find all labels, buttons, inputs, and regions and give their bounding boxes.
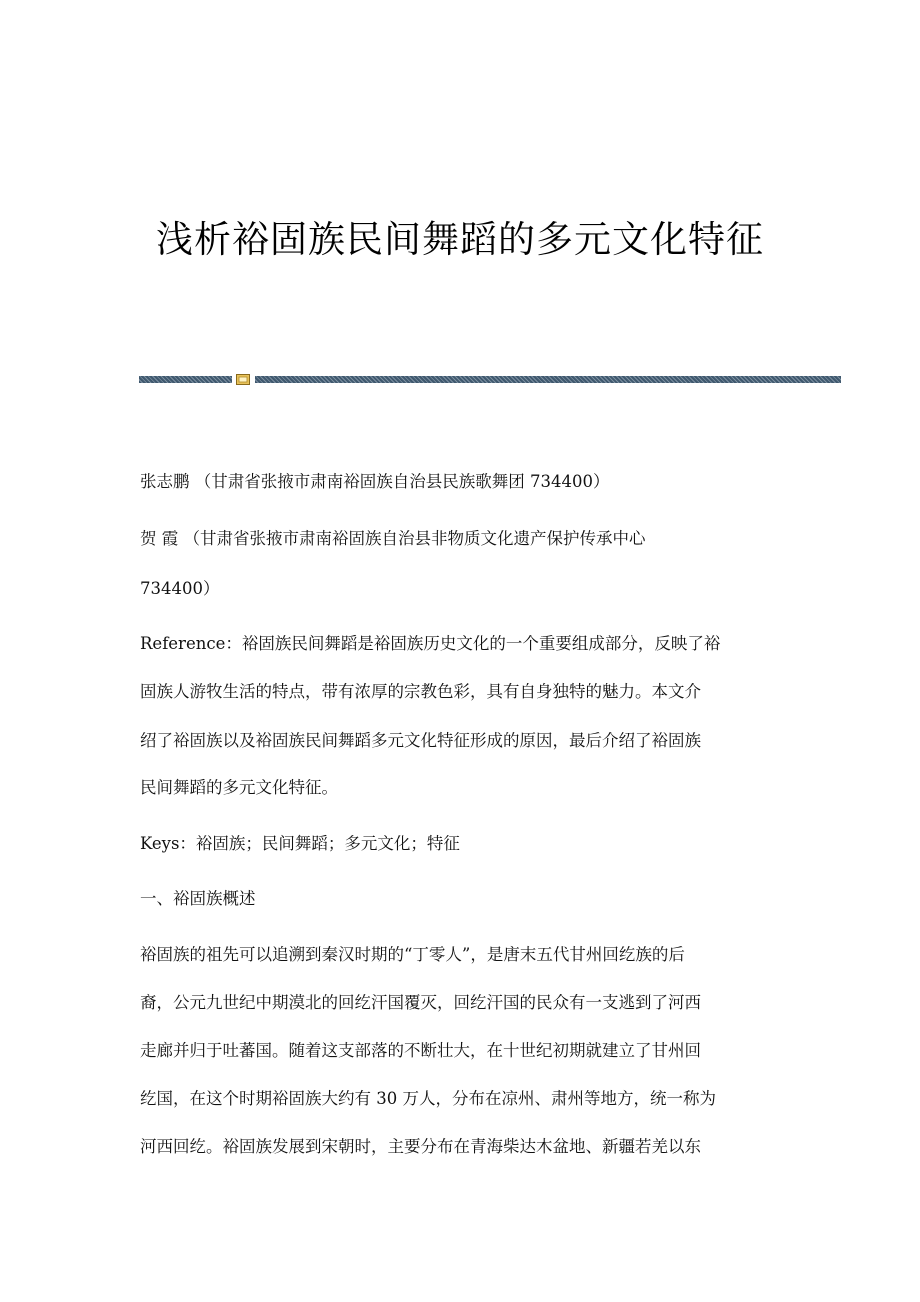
divider-bar-left [139, 376, 232, 383]
title-divider [139, 374, 841, 384]
section-heading: 一、裕固族概述 [140, 889, 256, 908]
abstract-line: 固族人游牧生活的特点，带有浓厚的宗教色彩，具有自身独特的魅力。本文介 [140, 682, 701, 701]
author-line-2: 贺 霞 （甘肃省张掖市肃南裕固族自治县非物质文化遗产保护传承中心 [140, 529, 646, 548]
abstract-line: Reference：裕固族民间舞蹈是裕固族历史文化的一个重要组成部分，反映了裕 [140, 634, 721, 653]
abstract-line: 民间舞蹈的多元文化特征。 [140, 778, 338, 797]
body-line: 走廊并归于吐蕃国。随着这支部落的不断壮大，在十世纪初期就建立了甘州回 [140, 1041, 701, 1060]
page-title: 浅析裕固族民间舞蹈的多元文化特征 [156, 218, 764, 261]
body-line: 河西回纥。裕固族发展到宋朝时，主要分布在青海柴达木盆地、新疆若羌以东 [140, 1137, 701, 1156]
abstract-line: 绍了裕固族以及裕固族民间舞蹈多元文化特征形成的原因，最后介绍了裕固族 [140, 731, 701, 750]
body-line: 纥国，在这个时期裕固族大约有 30 万人，分布在凉州、肃州等地方，统一称为 [140, 1089, 716, 1108]
divider-bar-right [255, 376, 841, 383]
author-line-3: 734400） [140, 579, 220, 598]
body-line: 裔，公元九世纪中期漠北的回纥汗国覆灭，回纥汗国的民众有一支逃到了河西 [140, 993, 701, 1012]
keywords: Keys：裕固族；民间舞蹈；多元文化；特征 [140, 834, 460, 853]
divider-ornament-icon [236, 374, 250, 385]
body-line: 裕固族的祖先可以追溯到秦汉时期的“丁零人”，是唐末五代甘州回纥族的后 [140, 945, 685, 964]
author-line-1: 张志鹏 （甘肃省张掖市肃南裕固族自治县民族歌舞团 734400） [140, 472, 610, 491]
